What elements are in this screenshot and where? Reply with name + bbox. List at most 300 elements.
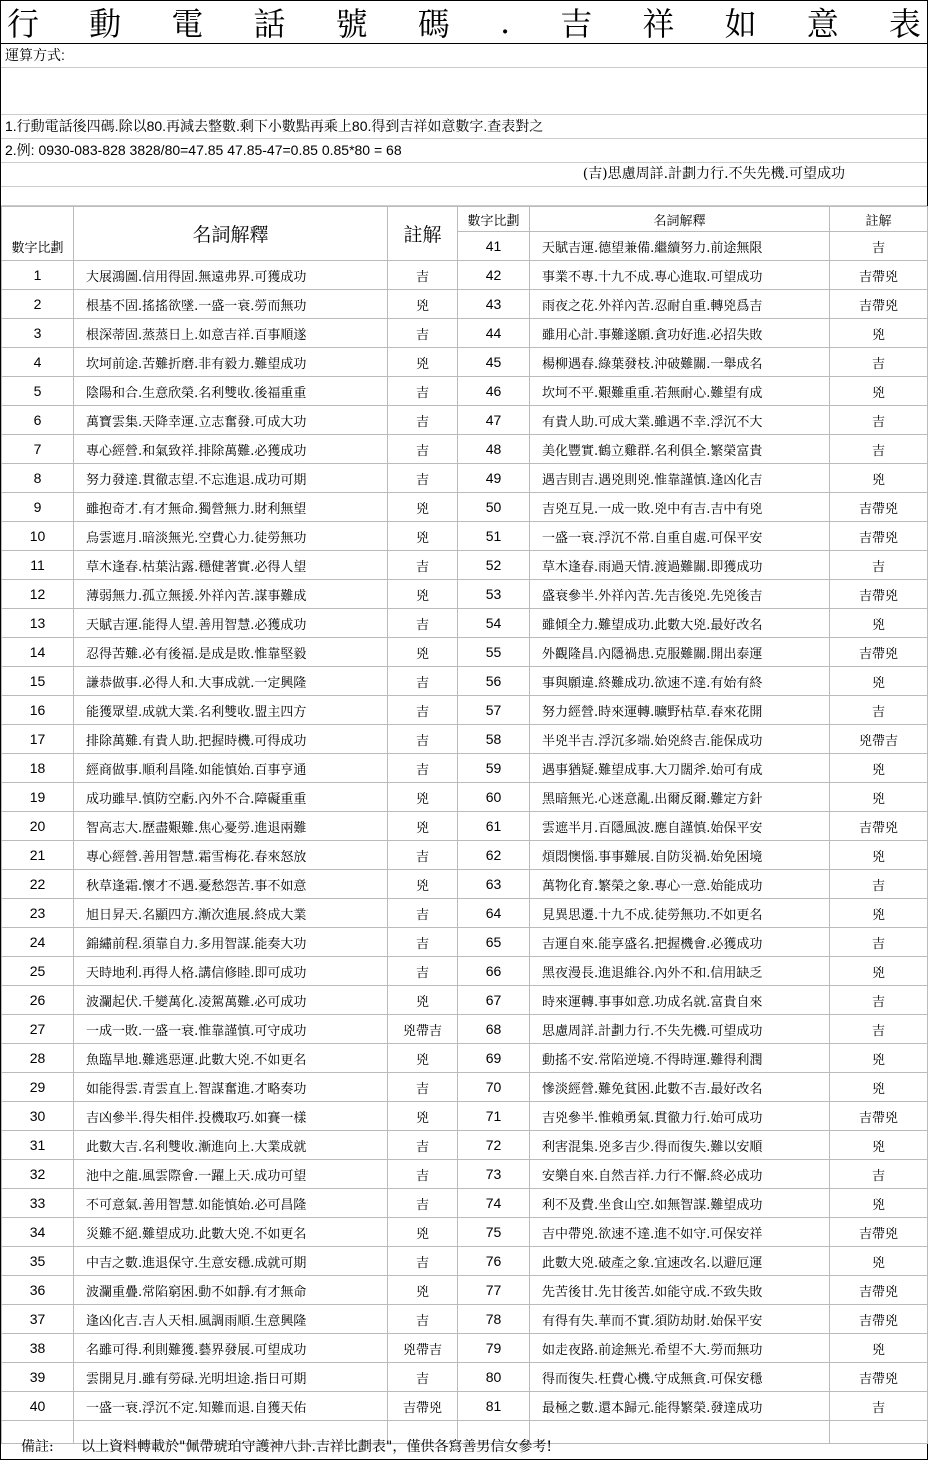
right-note: 吉 — [830, 232, 928, 261]
left-desc: 如能得雲.青雲直上.智謀奮進.才略奏功 — [74, 1073, 388, 1102]
table-row — [2, 754, 928, 783]
right-note: 兇 — [830, 464, 928, 493]
title-char: 意 — [806, 5, 839, 43]
left-num: 32 — [2, 1160, 74, 1189]
title-char: 如 — [724, 5, 757, 43]
right-note: 吉 — [830, 406, 928, 435]
left-note: 吉 — [388, 1073, 458, 1102]
right-num: 44 — [458, 319, 530, 348]
left-note: 吉 — [388, 754, 458, 783]
left-note: 吉 — [388, 261, 458, 290]
right-desc: 吉兇互見.一成一敗.兇中有吉.吉中有兇 — [530, 493, 830, 522]
right-desc: 思慮周詳.計劃力行.不失先機.可望成功 — [530, 1015, 830, 1044]
right-note: 吉 — [830, 696, 928, 725]
left-note: 兇 — [388, 638, 458, 667]
table-row — [2, 1276, 928, 1305]
right-num: 61 — [458, 812, 530, 841]
left-note: 吉 — [388, 1363, 458, 1392]
right-num: 42 — [458, 261, 530, 290]
left-num: 6 — [2, 406, 74, 435]
left-desc: 逢凶化吉.吉人天相.風調雨順.生意興隆 — [74, 1305, 388, 1334]
left-note: 兇 — [388, 493, 458, 522]
left-num: 40 — [2, 1392, 74, 1421]
right-desc: 最極之數.還本歸元.能得繁榮.發達成功 — [530, 1392, 830, 1421]
table-row — [2, 1392, 928, 1421]
left-desc: 秋草逢霜.懷才不遇.憂愁怨苦.事不如意 — [74, 870, 388, 899]
left-desc: 名雖可得.利則難獲.藝界發展.可望成功 — [74, 1334, 388, 1363]
left-desc: 錦繡前程.須靠自力.多用智謀.能奏大功 — [74, 928, 388, 957]
table-row — [2, 1247, 928, 1276]
left-note: 吉 — [388, 551, 458, 580]
right-desc: 一盛一衰.浮沉不常.自重自處.可保平安 — [530, 522, 830, 551]
left-note: 兇 — [388, 812, 458, 841]
left-desc: 專心經營.善用智慧.霜雪梅花.春來怒放 — [74, 841, 388, 870]
left-num: 33 — [2, 1189, 74, 1218]
right-desc: 外觀隆昌.內隱禍患.克服難關.開出泰運 — [530, 638, 830, 667]
left-desc: 波瀾重疊.常陷窮困.動不如靜.有才無命 — [74, 1276, 388, 1305]
right-num: 43 — [458, 290, 530, 319]
right-desc: 時來運轉.事事如意.功成名就.富貴自來 — [530, 986, 830, 1015]
left-num: 22 — [2, 870, 74, 899]
right-num: 75 — [458, 1218, 530, 1247]
table-row — [2, 696, 928, 725]
header-left-desc: 名詞解釋 — [74, 207, 388, 261]
right-note: 吉 — [830, 1392, 928, 1421]
left-note: 吉帶兇 — [388, 1392, 458, 1421]
note-text: 以上資料轉載於"佩帶琥珀守護神八卦.吉祥比劃表"，僅供各寫善男信女參考! — [81, 1439, 552, 1455]
right-num: 45 — [458, 348, 530, 377]
header-row — [2, 207, 928, 232]
right-num: 56 — [458, 667, 530, 696]
table-row — [2, 1044, 928, 1073]
right-num: 41 — [458, 232, 530, 261]
right-note: 兇 — [830, 783, 928, 812]
method-label: 運算方式: — [1, 44, 927, 68]
right-note: 兇 — [830, 841, 928, 870]
left-note: 兇帶吉 — [388, 1015, 458, 1044]
right-num: 53 — [458, 580, 530, 609]
left-note: 兇 — [388, 1218, 458, 1247]
title-char: 動 — [89, 5, 122, 43]
left-num: 10 — [2, 522, 74, 551]
left-num: 25 — [2, 957, 74, 986]
left-num: 38 — [2, 1334, 74, 1363]
left-num: 3 — [2, 319, 74, 348]
right-num: 77 — [458, 1276, 530, 1305]
left-note: 吉 — [388, 1160, 458, 1189]
left-num: 35 — [2, 1247, 74, 1276]
left-note: 吉 — [388, 609, 458, 638]
left-note: 吉 — [388, 377, 458, 406]
left-num: 19 — [2, 783, 74, 812]
right-note: 兇 — [830, 754, 928, 783]
right-num: 46 — [458, 377, 530, 406]
right-note: 吉帶兇 — [830, 1276, 928, 1305]
left-desc: 大展鴻圖.信用得固.無遠弗界.可獲成功 — [74, 261, 388, 290]
left-desc: 薄弱無力.孤立無援.外祥內苦.謀事難成 — [74, 580, 388, 609]
left-num: 18 — [2, 754, 74, 783]
left-note: 兇 — [388, 1276, 458, 1305]
left-desc: 排除萬難.有貴人助.把握時機.可得成功 — [74, 725, 388, 754]
right-desc: 此數大兇.破產之象.宜速改名.以避厄運 — [530, 1247, 830, 1276]
right-num: 63 — [458, 870, 530, 899]
table-row — [2, 493, 928, 522]
header-right-desc: 名詞解釋 — [530, 207, 830, 232]
left-note: 兇 — [388, 290, 458, 319]
left-desc: 經商做事.順利昌隆.如能慎始.百事亨通 — [74, 754, 388, 783]
left-desc: 不可意氣.善用智慧.如能慎始.必可昌隆 — [74, 1189, 388, 1218]
table-row — [2, 1218, 928, 1247]
header-left-note: 註解 — [388, 207, 458, 261]
left-note: 吉 — [388, 899, 458, 928]
right-note: 吉 — [830, 986, 928, 1015]
right-note: 吉帶兇 — [830, 1305, 928, 1334]
right-note: 兇 — [830, 1247, 928, 1276]
left-desc: 池中之龍.風雲際會.一躍上天.成功可望 — [74, 1160, 388, 1189]
title-char: 祥 — [642, 5, 675, 43]
table-row — [2, 841, 928, 870]
right-note: 兇 — [830, 1044, 928, 1073]
right-num: 66 — [458, 957, 530, 986]
title-char: 話 — [253, 5, 286, 43]
right-num: 72 — [458, 1131, 530, 1160]
left-num: 12 — [2, 580, 74, 609]
left-desc: 萬寶雲集.天降幸運.立志奮發.可成大功 — [74, 406, 388, 435]
left-note: 兇 — [388, 1102, 458, 1131]
right-note: 吉帶兇 — [830, 580, 928, 609]
right-note: 兇帶吉 — [830, 725, 928, 754]
table-row — [2, 1160, 928, 1189]
right-desc: 吉運自來.能享盛名.把握機會.必獲成功 — [530, 928, 830, 957]
right-num: 50 — [458, 493, 530, 522]
right-num: 57 — [458, 696, 530, 725]
right-num: 78 — [458, 1305, 530, 1334]
right-num: 55 — [458, 638, 530, 667]
right-note: 吉帶兇 — [830, 290, 928, 319]
right-note: 吉帶兇 — [830, 1218, 928, 1247]
left-note: 吉 — [388, 319, 458, 348]
left-num: 36 — [2, 1276, 74, 1305]
right-note: 吉 — [830, 1015, 928, 1044]
right-num: 76 — [458, 1247, 530, 1276]
right-num: 80 — [458, 1363, 530, 1392]
left-note: 吉 — [388, 957, 458, 986]
title-char: . — [499, 3, 511, 41]
right-desc: 遇事猶疑.難望成事.大刀闊斧.始可有成 — [530, 754, 830, 783]
right-desc: 慘淡經營.難免貧困.此數不吉.最好改名 — [530, 1073, 830, 1102]
right-num: 59 — [458, 754, 530, 783]
table-row — [2, 609, 928, 638]
left-note: 兇 — [388, 348, 458, 377]
right-num: 60 — [458, 783, 530, 812]
left-num: 28 — [2, 1044, 74, 1073]
right-desc: 努力經營.時來運轉.曠野枯草.春來花開 — [530, 696, 830, 725]
left-num: 8 — [2, 464, 74, 493]
right-desc: 動搖不安.常陷逆境.不得時運.難得利潤 — [530, 1044, 830, 1073]
title-char: 行 — [7, 5, 40, 43]
left-num: 11 — [2, 551, 74, 580]
header-right-note: 註解 — [830, 207, 928, 232]
table-row — [2, 667, 928, 696]
left-num: 14 — [2, 638, 74, 667]
lucky-number-table — [1, 206, 928, 1444]
right-desc: 得而復失.枉費心機.守成無貪.可保安穩 — [530, 1363, 830, 1392]
left-desc: 旭日昇天.名顯四方.漸次進展.終成大業 — [74, 899, 388, 928]
right-num: 70 — [458, 1073, 530, 1102]
left-desc: 努力發達.貫徹志望.不忘進退.成功可期 — [74, 464, 388, 493]
table-row — [2, 725, 928, 754]
table-row — [2, 1334, 928, 1363]
left-num: 26 — [2, 986, 74, 1015]
right-num: 81 — [458, 1392, 530, 1421]
left-num: 23 — [2, 899, 74, 928]
footnote — [1, 1435, 927, 1459]
table-row — [2, 1131, 928, 1160]
left-desc: 雲開見月.雖有勞碌.光明坦途.指日可期 — [74, 1363, 388, 1392]
table-row — [2, 928, 928, 957]
right-num: 69 — [458, 1044, 530, 1073]
right-note: 兇 — [830, 1073, 928, 1102]
left-num: 2 — [2, 290, 74, 319]
left-note: 吉 — [388, 406, 458, 435]
right-note: 吉 — [830, 1160, 928, 1189]
table-row — [2, 783, 928, 812]
right-desc: 坎坷不平.艱難重重.若無耐心.難望有成 — [530, 377, 830, 406]
right-desc: 有貴人助.可成大業.雖遇不幸.浮沉不大 — [530, 406, 830, 435]
left-desc: 根基不固.搖搖欲墜.一盛一衰.勞而無功 — [74, 290, 388, 319]
right-desc: 先苦後甘.先甘後苦.如能守成.不致失敗 — [530, 1276, 830, 1305]
right-note: 吉帶兇 — [830, 522, 928, 551]
table-row — [2, 957, 928, 986]
left-desc: 吉凶參半.得失相伴.投機取巧.如賽一樣 — [74, 1102, 388, 1131]
right-desc: 事業不專.十九不成.專心進取.可望成功 — [530, 261, 830, 290]
left-desc: 根深蒂固.蒸蒸日上.如意吉祥.百事順遂 — [74, 319, 388, 348]
right-note: 吉帶兇 — [830, 1102, 928, 1131]
right-note: 兇 — [830, 667, 928, 696]
left-note: 吉 — [388, 928, 458, 957]
right-desc: 煩悶懊惱.事事難展.自防災禍.始免困境 — [530, 841, 830, 870]
right-note: 兇 — [830, 319, 928, 348]
table-row — [2, 551, 928, 580]
right-note: 兇 — [830, 609, 928, 638]
right-note: 吉帶兇 — [830, 261, 928, 290]
example-result: (吉)思慮周詳.計劃力行.不失先機.可望成功 — [1, 163, 927, 187]
left-desc: 災難不絕.難望成功.此數大兇.不如更名 — [74, 1218, 388, 1247]
left-desc: 波瀾起伏.千變萬化.凌駕萬難.必可成功 — [74, 986, 388, 1015]
right-num: 49 — [458, 464, 530, 493]
table-row — [2, 435, 928, 464]
left-num: 17 — [2, 725, 74, 754]
right-num: 58 — [458, 725, 530, 754]
left-note: 吉 — [388, 725, 458, 754]
table-row — [2, 1363, 928, 1392]
left-num: 24 — [2, 928, 74, 957]
blank-row — [1, 68, 927, 115]
table-row — [2, 1102, 928, 1131]
table-row — [2, 1305, 928, 1334]
table-row — [2, 348, 928, 377]
header-right-num: 數字比劃 — [458, 207, 530, 232]
header-left-num: 數字比劃 — [2, 207, 74, 261]
left-desc: 坎坷前途.苦難折磨.非有毅力.難望成功 — [74, 348, 388, 377]
left-desc: 忍得苦難.必有後福.是成是敗.惟靠堅毅 — [74, 638, 388, 667]
left-desc: 天賦吉運.能得人望.善用智慧.必獲成功 — [74, 609, 388, 638]
table-row — [2, 1189, 928, 1218]
left-num: 34 — [2, 1218, 74, 1247]
left-note: 吉 — [388, 464, 458, 493]
left-desc: 天時地利.再得人格.講信修睦.即可成功 — [74, 957, 388, 986]
table-row — [2, 290, 928, 319]
table-row — [2, 406, 928, 435]
left-note: 兇 — [388, 580, 458, 609]
info-section — [1, 44, 927, 206]
right-num: 68 — [458, 1015, 530, 1044]
table-row — [2, 638, 928, 667]
left-note: 吉 — [388, 696, 458, 725]
right-desc: 吉兇參半.惟賴勇氣.貫徹力行.始可成功 — [530, 1102, 830, 1131]
table-row — [2, 464, 928, 493]
right-desc: 雲遮半月.百隱風波.應自謹慎.始保平安 — [530, 812, 830, 841]
right-note: 兇 — [830, 1131, 928, 1160]
right-desc: 吉中帶兇.欲速不達.進不如守.可保安祥 — [530, 1218, 830, 1247]
table-row — [2, 986, 928, 1015]
right-num: 52 — [458, 551, 530, 580]
left-note: 兇 — [388, 522, 458, 551]
left-note: 吉 — [388, 841, 458, 870]
left-num: 37 — [2, 1305, 74, 1334]
left-desc: 一成一敗.一盛一衰.惟靠謹慎.可守成功 — [74, 1015, 388, 1044]
table-row — [2, 870, 928, 899]
left-desc: 謙恭做事.必得人和.大事成就.一定興隆 — [74, 667, 388, 696]
left-desc: 一盛一衰.浮沉不定.知難而退.自獲天佑 — [74, 1392, 388, 1421]
left-desc: 魚臨旱地.難逃惡運.此數大兇.不如更名 — [74, 1044, 388, 1073]
left-desc: 草木逢春.枯葉沾露.穩健著實.必得人望 — [74, 551, 388, 580]
right-note: 吉 — [830, 348, 928, 377]
right-note: 兇 — [830, 377, 928, 406]
right-note: 吉帶兇 — [830, 638, 928, 667]
left-note: 吉 — [388, 667, 458, 696]
right-note: 吉 — [830, 870, 928, 899]
left-desc: 專心經營.和氣致祥.排除萬難.必獲成功 — [74, 435, 388, 464]
right-num: 48 — [458, 435, 530, 464]
right-num: 67 — [458, 986, 530, 1015]
table-row — [2, 319, 928, 348]
right-desc: 盛衰參半.外祥內苦.先吉後兇.先兇後吉 — [530, 580, 830, 609]
left-note: 兇 — [388, 986, 458, 1015]
right-note: 吉 — [830, 435, 928, 464]
left-desc: 能獲眾望.成就大業.名利雙收.盟主四方 — [74, 696, 388, 725]
left-desc: 烏雲遮月.暗淡無光.空費心力.徒勞無功 — [74, 522, 388, 551]
right-note: 兇 — [830, 1334, 928, 1363]
left-desc: 中吉之數.進退保守.生意安穩.成就可期 — [74, 1247, 388, 1276]
table-row — [2, 812, 928, 841]
right-desc: 利不及費.坐食山空.如無智謀.難望成功 — [530, 1189, 830, 1218]
left-note: 兇 — [388, 1044, 458, 1073]
right-num: 65 — [458, 928, 530, 957]
right-num: 73 — [458, 1160, 530, 1189]
right-desc: 楊柳遇春.綠葉發枝.沖破難關.一舉成名 — [530, 348, 830, 377]
right-desc: 天賦吉運.德望兼備.繼續努力.前途無限 — [530, 232, 830, 261]
right-desc: 遇吉則吉.遇兇則兇.惟靠謹慎.逢凶化吉 — [530, 464, 830, 493]
right-desc: 雖傾全力.難望成功.此數大兇.最好改名 — [530, 609, 830, 638]
left-note: 兇 — [388, 783, 458, 812]
left-note: 兇 — [388, 870, 458, 899]
right-num: 74 — [458, 1189, 530, 1218]
right-num: 47 — [458, 406, 530, 435]
right-num: 71 — [458, 1102, 530, 1131]
left-num: 27 — [2, 1015, 74, 1044]
right-desc: 見異思遷.十九不成.徒勞無功.不如更名 — [530, 899, 830, 928]
left-num: 15 — [2, 667, 74, 696]
right-num: 64 — [458, 899, 530, 928]
left-note: 吉 — [388, 1305, 458, 1334]
right-note: 兇 — [830, 957, 928, 986]
left-num: 39 — [2, 1363, 74, 1392]
left-num: 13 — [2, 609, 74, 638]
right-desc: 事與願違.終難成功.欲速不達.有始有終 — [530, 667, 830, 696]
left-note: 吉 — [388, 1247, 458, 1276]
left-desc: 此數大吉.名利雙收.漸進向上.大業成就 — [74, 1131, 388, 1160]
title-char: 號 — [335, 5, 368, 43]
left-desc: 成功雖早.慎防空虧.內外不合.障礙重重 — [74, 783, 388, 812]
left-num: 4 — [2, 348, 74, 377]
right-note: 吉帶兇 — [830, 812, 928, 841]
right-note: 兇 — [830, 899, 928, 928]
left-num: 20 — [2, 812, 74, 841]
right-desc: 草木逢春.雨過天情.渡過難關.即獲成功 — [530, 551, 830, 580]
table-row — [2, 899, 928, 928]
right-desc: 雨夜之花.外祥內苦.忍耐自重.轉兇爲吉 — [530, 290, 830, 319]
title-char: 電 — [171, 5, 204, 43]
title-char: 碼 — [417, 5, 450, 43]
title-char: 吉 — [560, 5, 593, 43]
right-desc: 美化豐實.鶴立雞群.名利俱全.繁榮富貴 — [530, 435, 830, 464]
left-note: 吉 — [388, 1189, 458, 1218]
left-num: 29 — [2, 1073, 74, 1102]
right-desc: 雖用心計.事難遂願.貪功好進.必招失敗 — [530, 319, 830, 348]
table-row — [2, 580, 928, 609]
left-note: 吉 — [388, 435, 458, 464]
right-note: 吉帶兇 — [830, 1363, 928, 1392]
table-row — [2, 377, 928, 406]
rule-1: 1.行動電話後四碼.除以80.再減去整數.剩下小數點再乘上80.得到吉祥如意數字.查表對之 — [1, 115, 927, 139]
table-row — [2, 261, 928, 290]
right-desc: 利害混集.兇多吉少.得而復失.難以安順 — [530, 1131, 830, 1160]
title-char: 表 — [888, 5, 921, 43]
right-desc: 如走夜路.前途無光.希望不大.勞而無功 — [530, 1334, 830, 1363]
left-num: 31 — [2, 1131, 74, 1160]
right-desc: 黑夜漫長.進退維谷.內外不和.信用缺乏 — [530, 957, 830, 986]
left-num: 1 — [2, 261, 74, 290]
left-num: 21 — [2, 841, 74, 870]
table-row — [2, 522, 928, 551]
right-desc: 安樂自來.自然吉祥.力行不懈.終必成功 — [530, 1160, 830, 1189]
right-desc: 黑暗無光.心迷意亂.出爾反爾.難定方針 — [530, 783, 830, 812]
right-note: 吉 — [830, 551, 928, 580]
left-num: 5 — [2, 377, 74, 406]
right-note: 吉 — [830, 928, 928, 957]
right-num: 54 — [458, 609, 530, 638]
left-note: 兇帶吉 — [388, 1334, 458, 1363]
left-num: 30 — [2, 1102, 74, 1131]
page-title — [1, 1, 927, 44]
table-row — [2, 1073, 928, 1102]
right-num: 62 — [458, 841, 530, 870]
left-note: 吉 — [388, 1131, 458, 1160]
left-desc: 雖抱奇才.有才無命.獨營無力.財利無望 — [74, 493, 388, 522]
blank-row — [1, 187, 927, 206]
table-row — [2, 1015, 928, 1044]
